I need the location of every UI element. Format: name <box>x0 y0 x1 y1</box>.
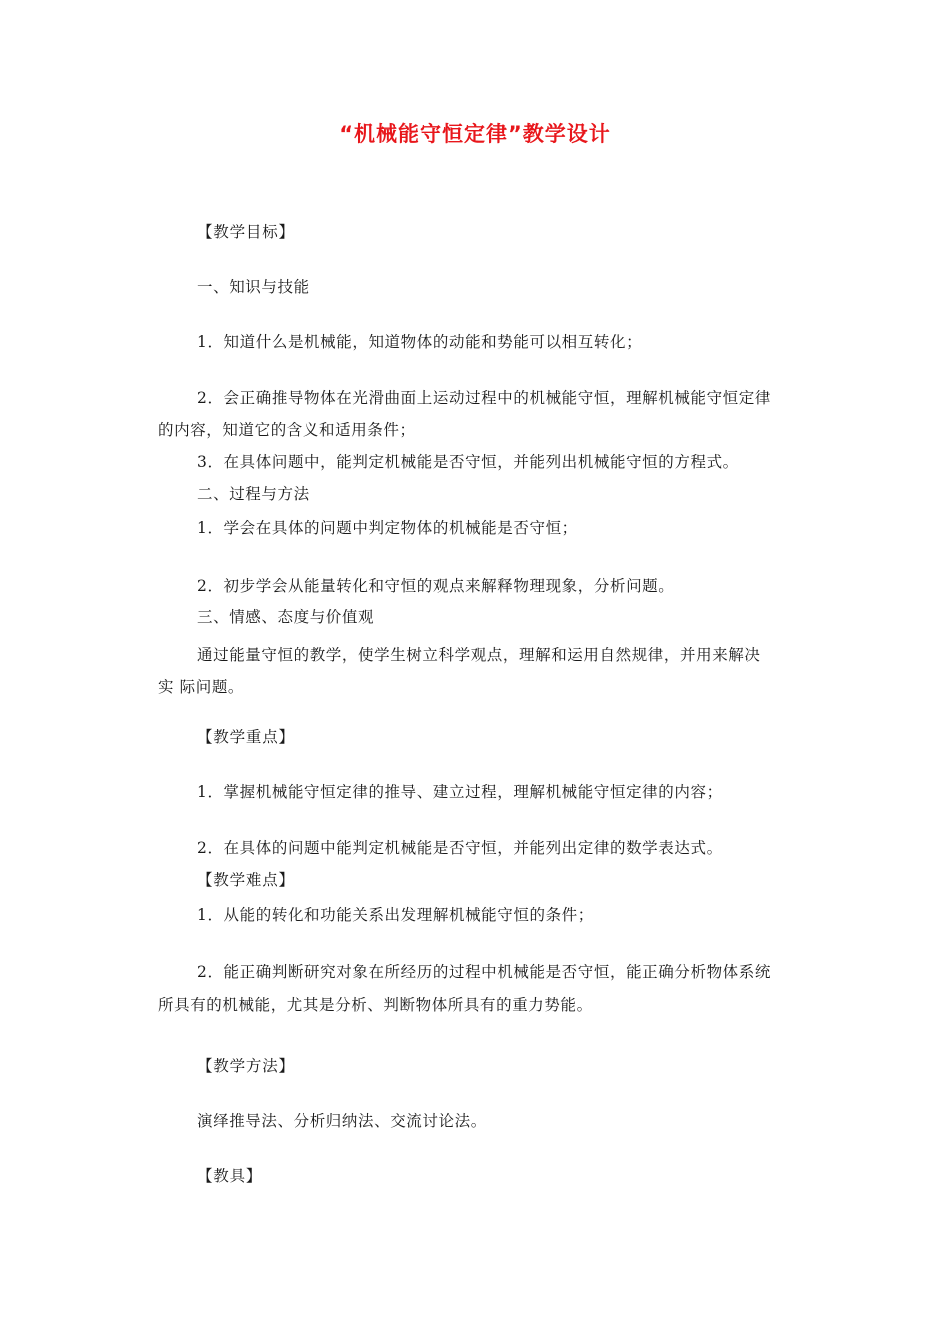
difficulty-item-2-line1: 2．能正确判断研究对象在所经历的过程中机械能是否守恒，能正确分析物体系统 <box>197 963 771 981</box>
tools-heading: 【教具】 <box>197 1167 263 1185</box>
knowledge-heading: 一、知识与技能 <box>197 278 310 296</box>
objectives-heading: 【教学目标】 <box>197 223 295 241</box>
key-point-1: 1．掌握机械能守恒定律的推导、建立过程，理解机械能守恒定律的内容； <box>197 783 723 801</box>
emotion-heading: 三、情感、态度与价值观 <box>197 608 375 626</box>
difficulty-heading: 【教学难点】 <box>197 871 295 889</box>
method-text: 演绎推导法、分析归纳法、交流讨论法。 <box>197 1112 487 1130</box>
knowledge-item-3: 3．在具体问题中，能判定机械能是否守恒，并能列出机械能守恒的方程式。 <box>197 453 739 471</box>
emotion-paragraph-line2: 实 际问题。 <box>158 678 245 696</box>
emotion-paragraph-line1: 通过能量守恒的教学，使学生树立科学观点，理解和运用自然规律，并用来解决 <box>197 646 761 664</box>
knowledge-item-2-line1: 2．会正确推导物体在光滑曲面上运动过程中的机械能守恒，理解机械能守恒定律 <box>197 389 771 407</box>
difficulty-item-1: 1．从能的转化和功能关系出发理解机械能守恒的条件； <box>197 906 594 924</box>
process-heading: 二、过程与方法 <box>197 485 310 503</box>
process-item-2: 2．初步学会从能量转化和守恒的观点来解释物理现象，分析问题。 <box>197 577 675 595</box>
key-point-2: 2．在具体的问题中能判定机械能是否守恒，并能列出定律的数学表达式。 <box>197 839 723 857</box>
key-points-heading: 【教学重点】 <box>197 728 295 746</box>
difficulty-item-2-line2: 所具有的机械能，尤其是分析、判断物体所具有的重力势能。 <box>158 996 593 1014</box>
knowledge-item-1: 1．知道什么是机械能，知道物体的动能和势能可以相互转化； <box>197 333 643 351</box>
method-heading: 【教学方法】 <box>197 1057 295 1075</box>
document-title: “机械能守恒定律”教学设计 <box>339 122 611 146</box>
process-item-1: 1．学会在具体的问题中判定物体的机械能是否守恒； <box>197 519 578 537</box>
knowledge-item-2-line2: 的内容，知道它的含义和适用条件； <box>158 421 416 439</box>
